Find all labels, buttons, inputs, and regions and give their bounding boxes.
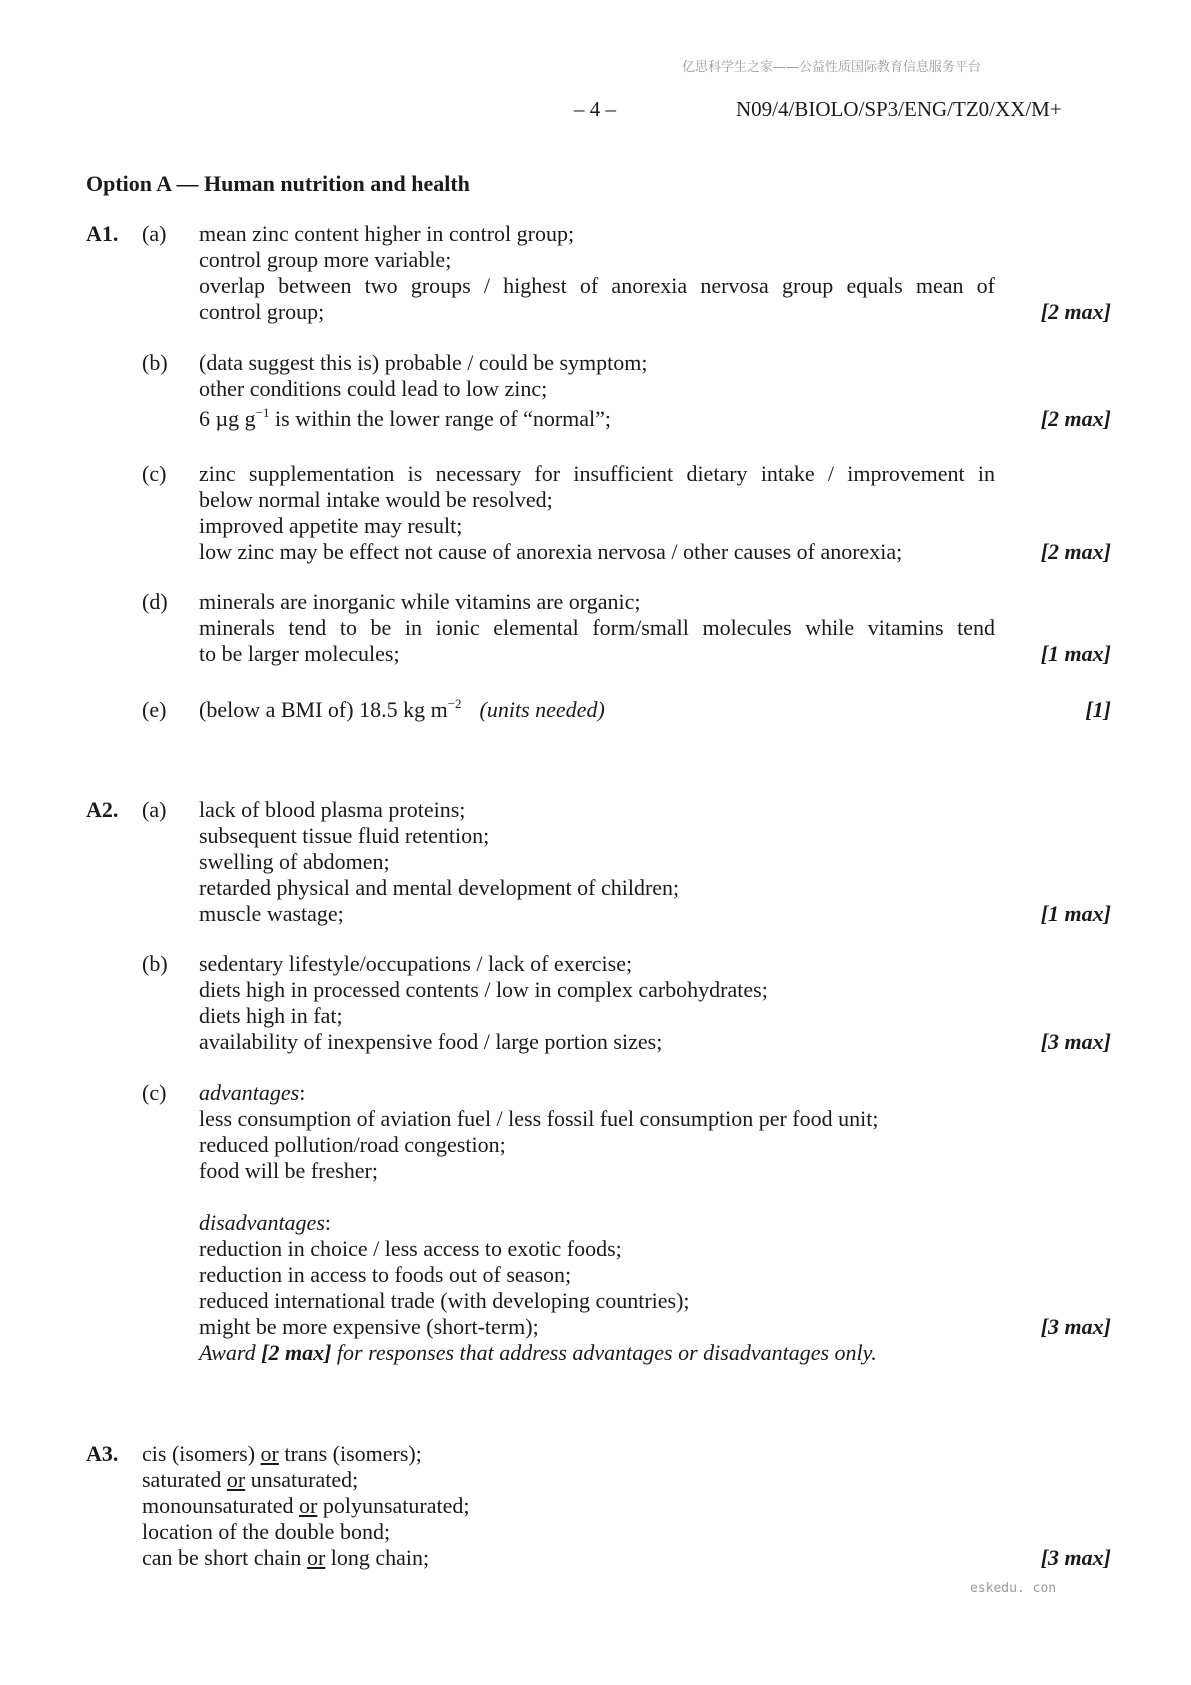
answer-line: less consumption of aviation fuel / less fossil fuel consumption per food unit;: [199, 1106, 879, 1131]
answer-line: control group more variable;: [199, 247, 452, 272]
answer-line: [199, 406, 995, 432]
answer-line: saturated or unsaturated;: [142, 1467, 359, 1492]
answer-line: reduction in access to foods out of season;: [199, 1262, 572, 1287]
document-code: N09/4/BIOLO/SP3/ENG/TZ0/XX/M+: [736, 97, 1062, 121]
answer-line: muscle wastage;: [199, 901, 344, 926]
page-number: – 4 –: [574, 97, 616, 121]
part-label-a1b: (b): [142, 350, 168, 375]
answer-line: location of the double bond;: [142, 1519, 391, 1544]
part-label-a2c: (c): [142, 1080, 167, 1105]
question-number-a2: A2.: [86, 797, 119, 822]
answer-line: overlap between two groups / highest of anorexia nervosa group equals mean of: [199, 273, 995, 298]
answer-a1c: [199, 461, 995, 565]
answer-line: availability of inexpensive food / large portion sizes;: [199, 1029, 663, 1054]
examiner-note: (units needed): [479, 697, 605, 722]
part-label-a2a: (a): [142, 797, 167, 822]
answer-line: control group;: [199, 299, 325, 324]
watermark-bottom: eskedu. con: [970, 1581, 1057, 1596]
examiner-note: Award [2 max] for responses that address advantages or disadvantages only.: [199, 1340, 877, 1365]
answer-line: food will be fresher;: [199, 1158, 378, 1183]
answer-line: sedentary lifestyle/occupations / lack of exercise;: [199, 951, 633, 976]
mark-a1e: [1]: [1085, 697, 1111, 722]
question-number-a1: A1.: [86, 221, 119, 246]
answer-line: might be more expensive (short-term);: [199, 1314, 539, 1339]
question-number-a3: A3.: [86, 1441, 119, 1466]
part-label-a1c: (c): [142, 461, 167, 486]
answer-line: below normal intake would be resolved;: [199, 487, 553, 512]
unit-text: 6 µg g: [199, 406, 256, 431]
answer-line: zinc supplementation is necessary for insufficient dietary intake / improvement in: [199, 461, 995, 486]
mark-a2a: [1 max]: [1040, 901, 1111, 926]
answer-line: minerals are inorganic while vitamins are organic;: [199, 589, 641, 614]
answer-line: [199, 697, 995, 723]
answer-line: (data suggest this is) probable / could be symptom;: [199, 350, 648, 375]
answer-line: other conditions could lead to low zinc;: [199, 376, 548, 401]
mark-a1c: [2 max]: [1040, 539, 1111, 564]
answer-a2c: [199, 1080, 995, 1366]
answer-line: retarded physical and mental development of children;: [199, 875, 680, 900]
answer-line: minerals tend to be in ionic elemental form/small molecules while vitamins tend: [199, 615, 995, 640]
part-label-a2b: (b): [142, 951, 168, 976]
part-label-a1a: (a): [142, 221, 167, 246]
answer-text: (below a BMI of) 18.5 kg m: [199, 697, 448, 722]
mark-a1a: [2 max]: [1040, 299, 1111, 324]
mark-a3: [3 max]: [1040, 1545, 1111, 1570]
unit-exponent: −2: [447, 696, 462, 711]
answer-line: subsequent tissue fluid retention;: [199, 823, 490, 848]
unit-exponent: −1: [255, 405, 270, 420]
advantages-heading: advantages:: [199, 1080, 306, 1105]
answer-line: lack of blood plasma proteins;: [199, 797, 466, 822]
part-label-a1d: (d): [142, 589, 168, 614]
part-label-a1e: (e): [142, 697, 167, 722]
answer-a1a: [199, 221, 995, 325]
answer-a1e: [199, 697, 995, 723]
mark-a1b: [2 max]: [1040, 406, 1111, 431]
answer-line: low zinc may be effect not cause of anorexia nervosa / other causes of anorexia;: [199, 539, 903, 564]
answer-line: reduced international trade (with developing countries);: [199, 1288, 690, 1313]
answer-a3: [142, 1441, 995, 1571]
answer-line: cis (isomers) or trans (isomers);: [142, 1441, 422, 1466]
watermark-top: 亿思科学生之家——公益性质国际教育信息服务平台: [682, 60, 982, 75]
answer-line: reduced pollution/road congestion;: [199, 1132, 506, 1157]
mark-a1d: [1 max]: [1040, 641, 1111, 666]
section-title: Option A — Human nutrition and health: [86, 171, 470, 196]
answer-a1d: [199, 589, 995, 667]
answer-line: reduction in choice / less access to exotic foods;: [199, 1236, 622, 1261]
answer-a1b: [199, 350, 995, 432]
answer-a2b: [199, 951, 995, 1055]
answer-line: can be short chain or long chain;: [142, 1545, 430, 1570]
answer-line: mean zinc content higher in control group;: [199, 221, 575, 246]
answer-a2a: [199, 797, 995, 927]
answer-line: improved appetite may result;: [199, 513, 463, 538]
answer-line: swelling of abdomen;: [199, 849, 390, 874]
mark-a2c: [3 max]: [1040, 1314, 1111, 1339]
answer-line: to be larger molecules;: [199, 641, 400, 666]
answer-text: is within the lower range of “normal”;: [269, 406, 612, 431]
answer-line: monounsaturated or polyunsaturated;: [142, 1493, 470, 1518]
mark-a2b: [3 max]: [1040, 1029, 1111, 1054]
answer-line: diets high in processed contents / low in complex carbohydrates;: [199, 977, 768, 1002]
disadvantages-heading: disadvantages:: [199, 1210, 332, 1235]
answer-line: diets high in fat;: [199, 1003, 343, 1028]
